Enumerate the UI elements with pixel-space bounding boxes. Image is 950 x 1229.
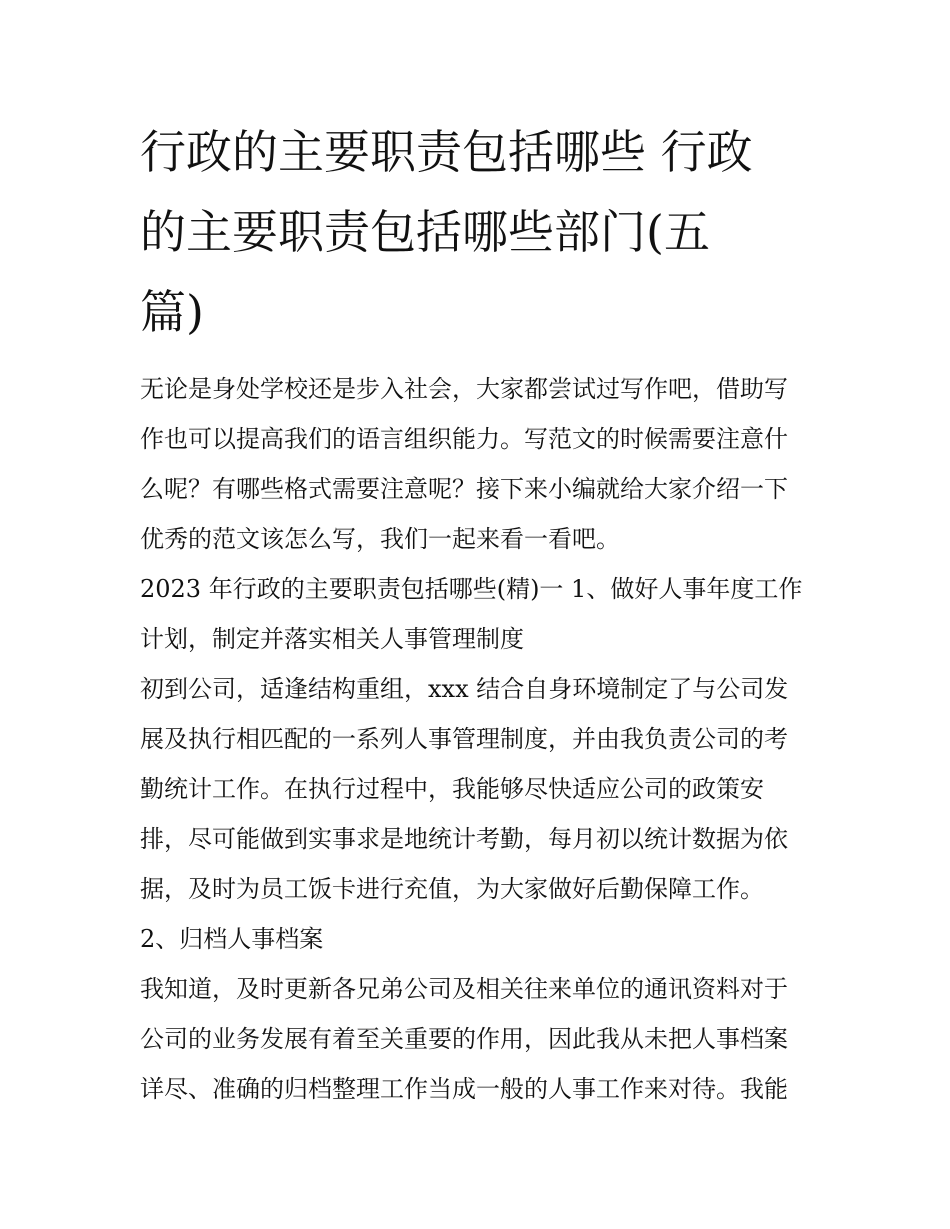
body-line: 展及执行相匹配的一系列人事管理制度，并由我负责公司的考 bbox=[140, 725, 788, 753]
body-line: 排，尽可能做到实事求是地统计考勤，每月初以统计数据为依 bbox=[140, 825, 788, 853]
body-line: 2、归档人事档案 bbox=[140, 925, 324, 953]
title-line: 的主要职责包括哪些部门(五 bbox=[140, 205, 710, 259]
body-line: 作也可以提高我们的语言组织能力。写范文的时候需要注意什 bbox=[140, 425, 788, 453]
body-line: 初到公司，适逢结构重组，xxx 结合自身环境制定了与公司发 bbox=[140, 675, 789, 703]
body-line: 详尽、准确的归档整理工作当成一般的人事工作来对待。我能 bbox=[140, 1075, 788, 1103]
body-line: 公司的业务发展有着至关重要的作用，因此我从未把人事档案 bbox=[140, 1025, 788, 1053]
title-line: 行政的主要职责包括哪些 行政 bbox=[140, 125, 753, 179]
body-line: 2023 年行政的主要职责包括哪些(精)一 1、做好人事年度工作 bbox=[140, 575, 803, 603]
body-line: 计划，制定并落实相关人事管理制度 bbox=[140, 625, 524, 653]
body-line: 勤统计工作。在执行过程中，我能够尽快适应公司的政策安 bbox=[140, 775, 764, 803]
document-content bbox=[140, 112, 812, 1114]
document-title bbox=[140, 112, 812, 352]
document-body bbox=[140, 364, 812, 1114]
body-line: 么呢？有哪些格式需要注意呢？接下来小编就给大家介绍一下 bbox=[140, 475, 788, 503]
body-line: 优秀的范文该怎么写，我们一起来看一看吧。 bbox=[140, 525, 620, 553]
body-line: 据，及时为员工饭卡进行充值，为大家做好后勤保障工作。 bbox=[140, 875, 764, 903]
body-line: 无论是身处学校还是步入社会，大家都尝试过写作吧，借助写 bbox=[140, 375, 788, 403]
title-line: 篇) bbox=[140, 285, 204, 339]
body-line: 我知道，及时更新各兄弟公司及相关往来单位的通讯资料对于 bbox=[140, 975, 788, 1003]
